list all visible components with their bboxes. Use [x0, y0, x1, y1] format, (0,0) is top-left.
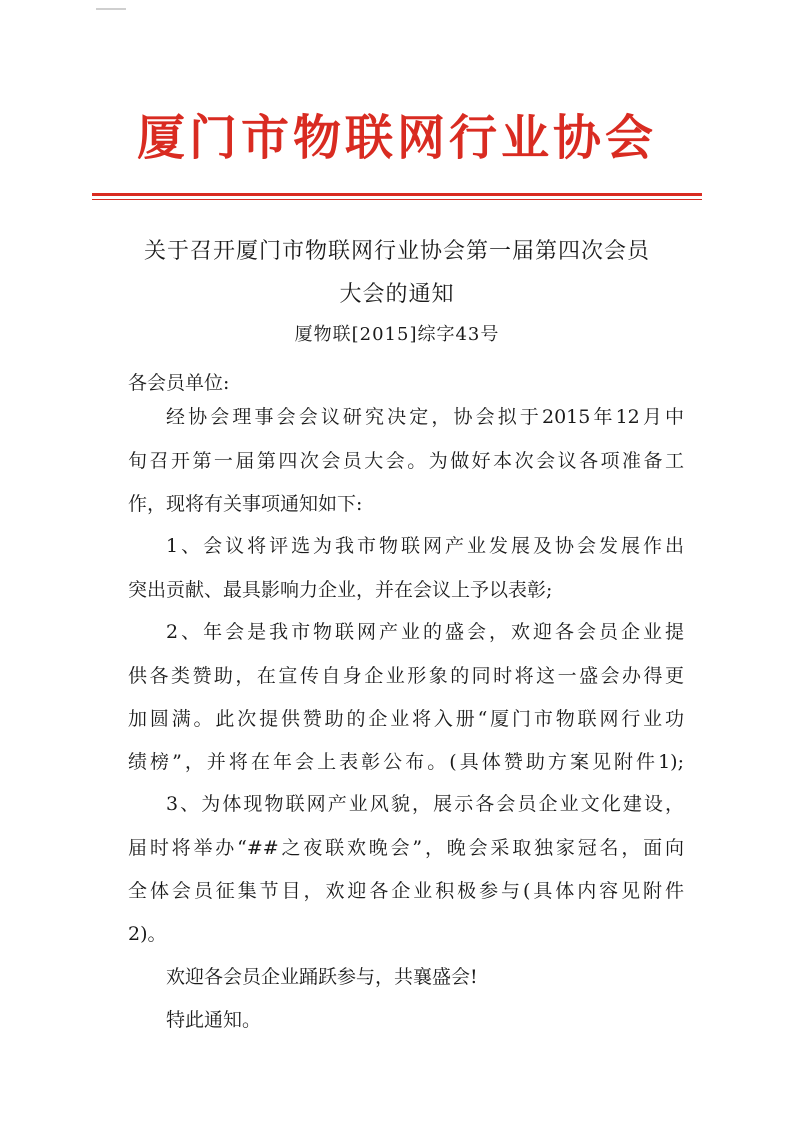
letterhead-rule-thin	[92, 199, 702, 200]
notice-title-line-1: 关于召开厦门市物联网行业协会第一届第四次会员	[143, 239, 650, 264]
document-number: 厦物联[2015]综字43号	[294, 324, 500, 345]
paragraph-line: 绩榜”，并将在年会上表彰公布。(具体赞助方案见附件1);	[128, 751, 684, 773]
paragraph-line: 2、年会是我市物联网产业的盛会，欢迎各会员企业提	[166, 621, 684, 643]
paragraph-line: 突出贡献、最具影响力企业，并在会议上予以表彰;	[128, 579, 553, 601]
sign-off: 特此通知。	[166, 1009, 262, 1031]
paragraph-line: 3、为体现物联网产业风貌，展示各会员企业文化建设，	[166, 793, 684, 815]
paragraph-line: 供各类赞助，在宣传自身企业形象的同时将这一盛会办得更	[128, 665, 684, 687]
salutation: 各会员单位:	[128, 372, 230, 394]
scan-artifact	[96, 8, 126, 10]
notice-title-line-2: 大会的通知	[339, 282, 455, 307]
paragraph-line: 2)。	[128, 923, 167, 945]
paragraph-line: 作，现将有关事项通知如下:	[128, 493, 363, 515]
paragraph-line: 加圆满。此次提供赞助的企业将入册“厦门市物联网行业功	[128, 708, 684, 730]
closing-line: 欢迎各会员企业踊跃参与，共襄盛会!	[166, 966, 478, 988]
letterhead-rule-thick	[92, 193, 702, 196]
paragraph-line: 旬召开第一届第四次会员大会。为做好本次会议各项准备工	[128, 450, 684, 472]
paragraph-line: 经协会理事会会议研究决定，协会拟于2015年12月中	[166, 406, 684, 428]
paragraph-line: 1、会议将评选为我市物联网产业发展及协会发展作出	[166, 535, 684, 557]
paragraph-line: 届时将举办“##之夜联欢晚会”，晚会采取独家冠名，面向	[128, 837, 684, 859]
paragraph-line: 全体会员征集节目，欢迎各企业积极参与(具体内容见附件	[128, 880, 684, 902]
letterhead-title: 厦门市物联网行业协会	[136, 110, 657, 166]
